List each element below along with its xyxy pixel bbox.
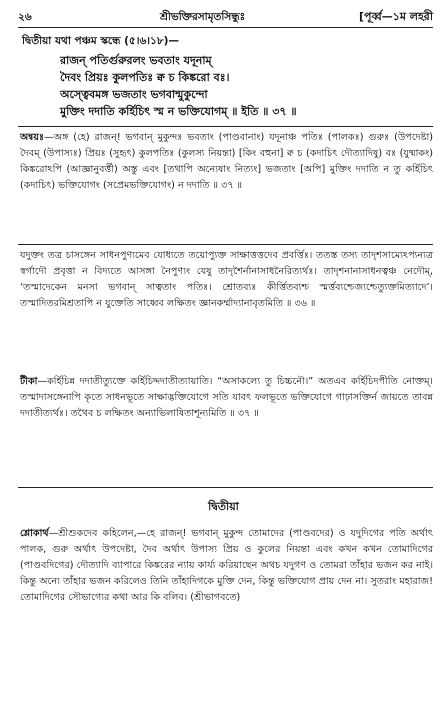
header-rule: [18, 27, 433, 28]
section-label: [পূর্ব্ব—১ম লহরী: [359, 10, 433, 23]
commentary-block: [20, 248, 433, 312]
subheading: দ্বিতীয়া: [208, 500, 239, 513]
anvaya-label: অন্বয়ঃ: [20, 132, 45, 143]
verse-line-3: অস্ত্বেবমঙ্গ ভজতাং ভগবান্মুকুন্দো: [60, 88, 208, 101]
verse-line-4: মুক্তিং দদাতি কর্হিচিৎ স্ম ন ভক্তিযোগম্ ॥ ইতি ॥ ৩৭ ॥: [60, 105, 297, 118]
running-title: শ্রীভক্তিরসামৃতসিন্ধুঃ: [160, 11, 246, 23]
shlokartha-text: —শ্রীশুকদেব কহিলেন,—হে রাজন্! ভগবান্ মুকুন্দ তোমাদের (পাণ্ডবদের) ও যদুদিগের পতি অর্থাৎ পালক, গুরু অর্থাৎ উপদেষ্টা, দৈব অর্থাৎ উপাস্য প্রিয় ও কুলের নিয়ন্তা এবং কখন কখন তোমাদিগের (পাণ্ডবদিগের) দৌত্যাদি ব্যাপারে কিঙ্করের ন্যায় কার্য্য করিয়াছেন অথচ যদুগণ ও তোমরা তাঁহার ভজন কর নাই। কিন্তু অন্যে তাঁহার ভজন করিলেও তিনি তাঁহাদিগকে মুক্তি দেন, কিন্তু ভক্তিযোগ প্রায় দেন না। সুতরাং মহারাজ! তোমাদিগের সৌভাগ্যের কথা আর কি বলিব। (শ্রীভাগবতে): [20, 528, 433, 603]
tika-block: [20, 374, 433, 422]
tika-text: —কর্হিচিন্ন দদাতীত্যুক্তে কর্হিচিদ্দদাতীত্যায়াতি। “অসাকল্যে তু চিচ্চনৌ।” অতএব কর্হিচিদপীতি নোক্তম্। তস্মাদাসঙ্গেনাপি কৃতে সাধনভূতে সাক্ষাদ্ভক্তিযোগে সতি যাবৎ ফলভূতে ভক্তিযোগে গাঢ়াসক্তির্ন জায়তে তাবন্ন দদাতীত্যর্থঃ। তথৈব চ লক্ষিতং অন্যাভিলাষিতাশূন্যমিতি ॥ ৩৭ ॥: [20, 376, 433, 419]
sanskrit-verse: [60, 52, 440, 120]
page-number: ২৬: [18, 11, 32, 23]
section-rule-1: [18, 126, 433, 127]
commentary-text: যদুক্তং তত্র চাসঙ্গেন সাধনপুণ্যমেব যোধ্যতে তয়োপ্যুক্ত সাক্ষাত্তত্তদেব প্রবর্ত্তিঃ। ততস্ত তস্য তাদৃশসাম্যেঽপ্যন্যত্র স্বর্গাদৌ প্রবৃত্তা ন বিদ্যতে আসঙ্গা নৈপুণ্যং যেষু তাদৃশৈর্নানাসাধনৈরিত্যর্থঃ। তাদৃশনানাসাধনত্বঞ্চ নেদৌম্, ‘তস্মাদেকেন মনসা ভগবান্ সাত্বতাং পতিঃ। শ্রোতব্যঃ কীর্ত্তিতব্যশ্চ স্মর্ত্তব্যশ্চেজ্যশ্চেত্যুক্তমিত্যাদে’। তস্মাদিতরমিশ্রতাপি ন যুক্তেতি সাধ্বেব লক্ষিতং জ্ঞানকর্ম্মাদ্যানাবৃতমিতি ॥ ৩৬ ॥: [20, 250, 433, 309]
shlokartha-label: শ্লোকার্থ: [20, 528, 49, 539]
section-rule-3: [18, 487, 433, 488]
verse-line-2: দৈবং প্রিয়ঃ কুলপতিঃ ক্ব চ কিঙ্করো বঃ।: [60, 71, 230, 84]
tika-label: টীকা: [20, 376, 38, 387]
anvaya-text: —অঙ্গ (হে) রাজন্! ভগবান্ মুকুন্দঃ ভবতাং (পাণ্ডবানাং) যদূনাঞ্চ পতিঃ (পালকঃ) গুরুঃ (উপদেষ্টা) দৈবম্ (উপাস্যঃ) প্রিয়ঃ (সুহৃৎ) কুলপতিঃ (কুলস্য নিয়ন্তা) [কিং বহুনা] ক্ব চ (কদাচিৎ দৌত্যাদিষু) বঃ (যুষ্মাকং) কিঙ্করোঽপি (আজ্ঞানুবর্ত্তী) অস্তু এবং [তথাপি অন্যেষাং নিত্যং] ভজতাং [অপি] মুক্তিং দদাতি ন তু কর্হিচিৎ (কদাচিৎ) ভক্তিযোগং (সপ্রেমভক্তিযোগং) ন দদাতি ॥ ৩৭ ॥: [20, 132, 433, 191]
anvaya-block: [20, 130, 433, 194]
verse-intro: দ্বিতীয়া যথা পঞ্চম স্কন্ধে (৫।৬।১৮)—: [22, 35, 179, 47]
shlokartha-block: [20, 526, 433, 606]
section-rule-2: [18, 244, 433, 245]
verse-line-1: রাজন্ পতির্গুরুরলং ভবতাং যদূনাম্: [60, 54, 212, 67]
page-header: [18, 8, 433, 26]
